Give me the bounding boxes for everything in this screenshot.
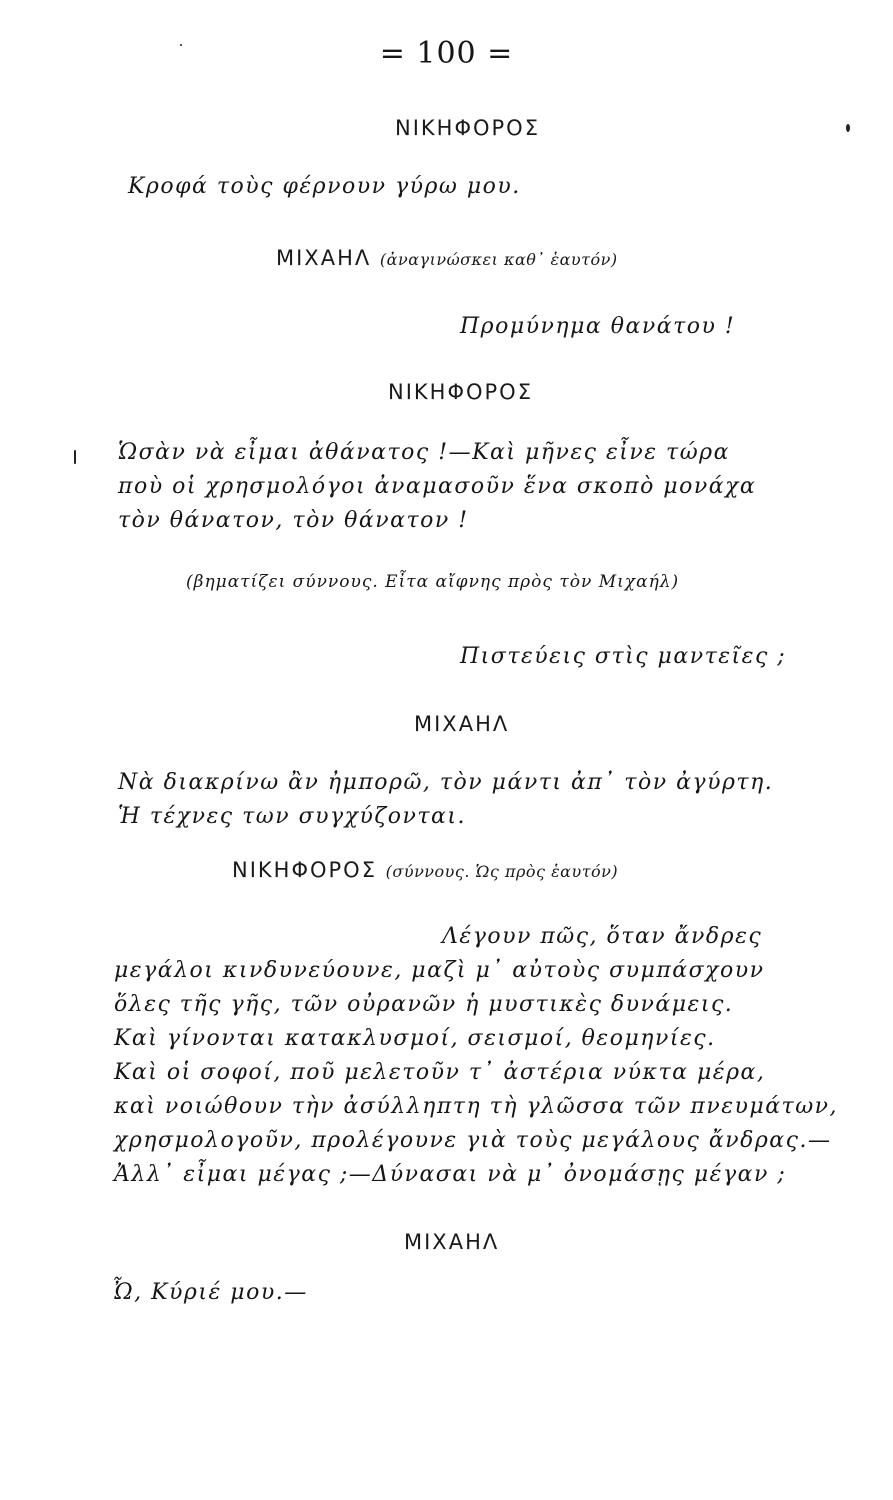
dialogue-line: Κροφά τοὺς φέρνουν γύρω μου. bbox=[128, 174, 521, 199]
dialogue-line: ποὺ οἱ χρησμολόγοι ἀναμασοῦν ἕνα σκοπὸ μονάχα bbox=[118, 474, 757, 499]
speaker-label: ΝΙΚΗΦΟΡΟΣ bbox=[388, 380, 533, 404]
dialogue-line: ὅλες τῆς γῆς, τῶν οὐρανῶν ἡ μυστικὲς δυνάμεις. bbox=[114, 992, 734, 1017]
stage-direction: (βηματίζει σύννους. Εἶτα αἴφνης πρὸς τὸν Μιχαήλ) bbox=[186, 572, 680, 592]
dialogue-line: χρησμολογοῦν, προλέγουνε γιὰ τοὺς μεγάλους ἄνδρας.— bbox=[114, 1128, 832, 1153]
dialogue-line: Ἡ τέχνες των συγχύζονται. bbox=[118, 804, 467, 829]
speaker-name bbox=[404, 1230, 499, 1254]
dialogue-line: Ὡσὰν νὰ εἶμαι ἀθάνατος !—Καὶ μῆνες εἶνε τώρα bbox=[118, 440, 730, 465]
speaker-label: ΜΙΧΑΗΛ bbox=[414, 712, 510, 736]
dialogue-line: Λέγουν πῶς, ὅταν ἄνδρες bbox=[442, 924, 763, 949]
speaker-label: ΝΙΚΗΦΟΡΟΣ bbox=[395, 116, 540, 140]
page-number: = 100 = bbox=[379, 36, 514, 71]
stage-direction: (ἀναγινώσκει καθ᾽ ἑαυτόν) bbox=[379, 250, 618, 269]
dialogue-line: μεγάλοι κινδυνεύουνε, μαζὶ μ᾽ αὐτοὺς συμπάσχουν bbox=[114, 958, 765, 983]
ink-speck bbox=[846, 124, 850, 132]
dialogue-line: Πιστεύεις στὶς μαντεῖες ; bbox=[460, 644, 787, 669]
speaker-name bbox=[395, 116, 540, 140]
dialogue-line: Νὰ διακρίνω ἂν ἠμπορῶ, τὸν μάντι ἀπ᾽ τὸν ἀγύρτη. bbox=[118, 770, 774, 795]
ink-speck bbox=[180, 44, 182, 46]
dialogue-line: Καὶ γίνονται κατακλυσμοί, σεισμοί, θεομηνίες. bbox=[114, 1026, 716, 1051]
speaker-name bbox=[414, 712, 509, 736]
speaker-name bbox=[232, 858, 618, 882]
dialogue-line: Καὶ οἱ σοφοί, ποῦ μελετοῦν τ᾽ ἀστέρια νύκτα μέρα, bbox=[114, 1060, 766, 1085]
speaker-label: ΜΙΧΑΗΛ bbox=[276, 246, 372, 270]
speaker-name bbox=[388, 380, 533, 404]
dialogue-line: Ἀλλ᾽ εἶμαι μέγας ;—Δύνασαι νὰ μ᾽ ὀνομάσῃς μέγαν ; bbox=[114, 1162, 787, 1187]
dialogue-line: καὶ νοιώθουν τὴν ἀσύλληπτη τὴ γλῶσσα τῶν πνευμάτων, bbox=[114, 1094, 839, 1119]
speaker-label: ΜΙΧΑΗΛ bbox=[404, 1230, 500, 1254]
dialogue-line: τὸν θάνατον, τὸν θάνατον ! bbox=[118, 508, 469, 533]
stage-direction: (σύννους. Ὡς πρὸς ἑαυτόν) bbox=[385, 862, 619, 881]
speaker-name bbox=[276, 246, 618, 270]
ink-speck bbox=[74, 450, 76, 464]
dialogue-line: Προμύνημα θανάτου ! bbox=[460, 314, 736, 339]
dialogue-line: Ὦ, Κύριέ μου.— bbox=[112, 1280, 308, 1305]
speaker-label: ΝΙΚΗΦΟΡΟΣ bbox=[232, 858, 377, 882]
